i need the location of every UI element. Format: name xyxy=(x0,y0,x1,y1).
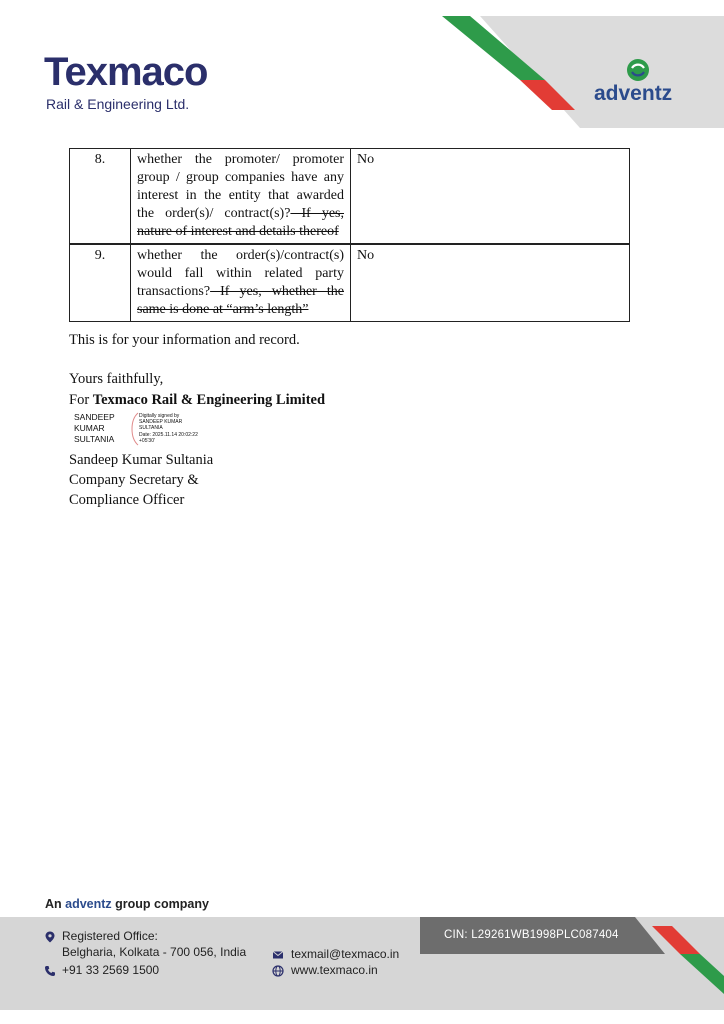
adventz-mark-icon xyxy=(626,58,650,82)
sig-meta-line: +05'30' xyxy=(139,437,155,444)
signer-name: Sandeep Kumar Sultania xyxy=(69,452,214,468)
phone-number: +91 33 2569 1500 xyxy=(62,963,160,977)
texmaco-logo xyxy=(44,52,207,92)
email-icon xyxy=(272,949,284,961)
sig-meta-line: SANDEEP KUMAR xyxy=(139,419,183,426)
website: www.texmaco.in xyxy=(291,963,378,977)
location-pin-icon xyxy=(44,931,56,943)
table-row xyxy=(70,244,630,322)
question-text: whether the order(s)/contract(s) would fall within related party transactions? xyxy=(137,248,344,299)
row-question xyxy=(131,244,351,322)
sig-name-line: KUMAR xyxy=(74,423,105,433)
signer-block xyxy=(69,450,213,510)
struck-text: If yes, whether the same is done at “arm’s length” xyxy=(137,284,344,317)
group-prefix: An xyxy=(45,897,66,911)
signer-designation: Company Secretary & xyxy=(69,472,199,488)
for-prefix: For xyxy=(69,392,93,408)
cin-number: CIN: L29261WB1998PLC087404 xyxy=(444,929,619,941)
globe-icon xyxy=(272,965,284,977)
sig-meta-line: Digitally signed by xyxy=(139,413,180,419)
sig-name-line: SANDEEP xyxy=(74,412,115,422)
row-answer: No xyxy=(351,244,630,322)
row-question xyxy=(131,149,351,245)
group-suffix: group company xyxy=(111,897,209,911)
disclosure-table xyxy=(69,148,630,322)
sig-meta-line: SULTANIA xyxy=(139,425,163,432)
group-brand: adventz xyxy=(65,897,112,911)
logo-wordmark: Texmaco xyxy=(44,50,208,94)
adventz-logo: adventz xyxy=(594,82,673,105)
row-answer: No xyxy=(351,149,630,245)
signer-designation: Compliance Officer xyxy=(69,492,185,508)
question-text: whether the promoter/ promoter group / group companies have any interest in the entity that awarded the order(s)/ contract(s)? xyxy=(137,152,344,221)
for-company-line xyxy=(69,390,325,410)
row-number: 8. xyxy=(70,149,131,245)
row-number: 9. xyxy=(70,244,131,322)
info-line: This is for your information and record. xyxy=(69,332,300,348)
digital-signature-meta xyxy=(139,413,198,444)
sig-meta-line: Date: 2025.11.14 20:02:22 xyxy=(139,431,198,438)
sig-name-line: SULTANIA xyxy=(74,434,115,444)
email-address: texmail@texmaco.in xyxy=(291,947,400,961)
struck-text: If yes, nature of interest and details thereof xyxy=(137,206,344,239)
group-company-line xyxy=(45,897,209,911)
table-row xyxy=(70,149,630,245)
closing-line: Yours faithfully, xyxy=(69,371,164,387)
phone-icon xyxy=(44,965,56,977)
company-name: Texmaco Rail & Engineering Limited xyxy=(92,392,326,408)
digital-signature-name xyxy=(74,412,115,445)
registered-office-address: Belgharia, Kolkata - 700 056, India xyxy=(62,945,247,959)
registered-office-label: Registered Office: xyxy=(62,929,158,943)
logo-subtitle: Rail & Engineering Ltd. xyxy=(46,96,190,112)
